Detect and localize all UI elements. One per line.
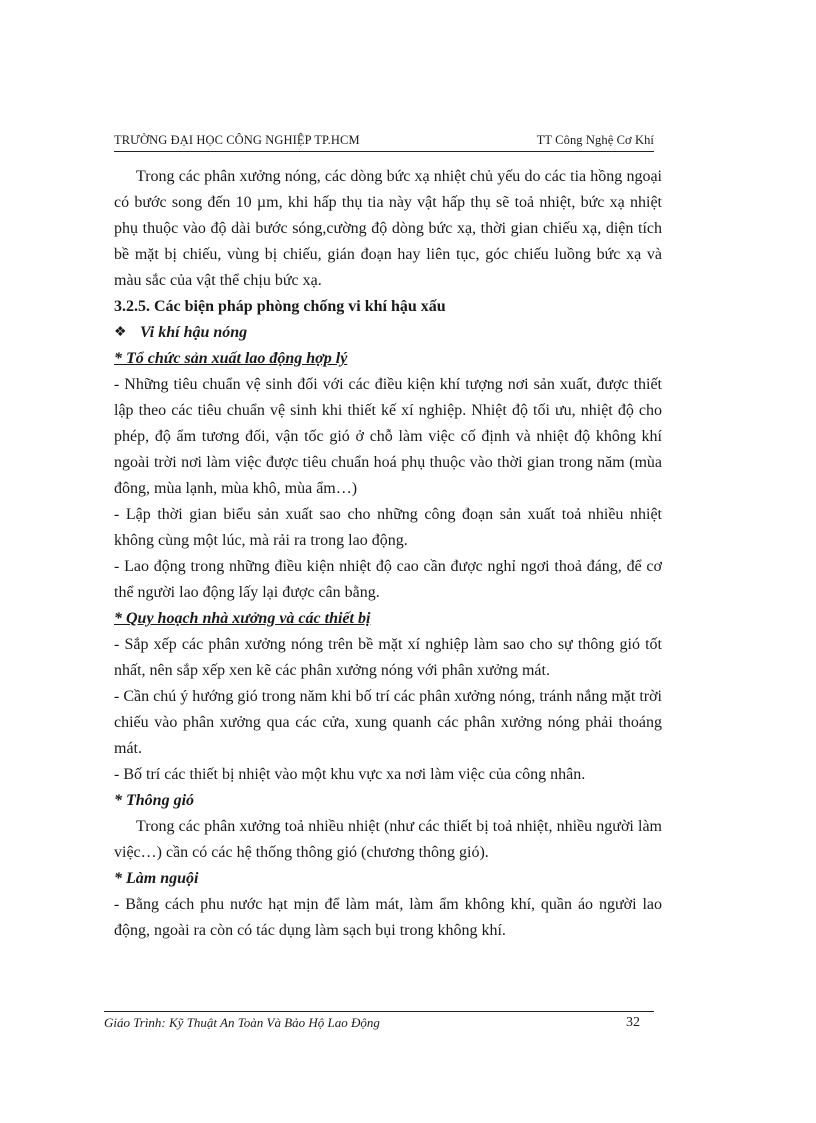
paragraph-wind: - Cần chú ý hướng gió trong năm khi bố trí các phân xưởng nóng, tránh nắng mặt trời chiếu vào phân xưởng qua các cửa, xung quanh các phân xưởng nóng phải thoáng mát. — [114, 688, 662, 757]
paragraph-equipment: - Bố trí các thiết bị nhiệt vào một khu vực xa nơi làm việc của công nhân. — [114, 766, 586, 783]
subheading-cooling: * Làm nguội — [114, 870, 199, 887]
diamond-bullet-icon: ❖ — [114, 325, 127, 340]
section-heading: 3.2.5. Các biện pháp phòng chống vi khí hậu xấu — [114, 298, 446, 315]
intro-paragraph: Trong các phân xưởng nóng, các dòng bức xạ nhiệt chủ yếu do các tia hồng ngoại có bước song đến 10 µm, khi hấp thụ tia này vật hấp thụ sẽ toả nhiệt, bức xạ nhiệt phụ thuộc vào độ dài bước sóng,cường độ dòng bức xạ, thời gian chiếu xạ, diện tích bề mặt bị chiếu, vùng bị chiếu, gián đoạn hay liên tục, góc chiếu luồng bức xạ và màu sắc của vật thể chịu bức xạ. — [114, 168, 662, 289]
page-body — [114, 164, 662, 944]
paragraph-ventilation: Trong các phân xưởng toả nhiều nhiệt (như các thiết bị toả nhiệt, nhiều người làm việc…) cần có các hệ thống thông gió (chương thông gió). — [114, 818, 662, 861]
header-institution: TRƯỜNG ĐẠI HỌC CÔNG NGHIỆP TP.HCM — [114, 133, 360, 147]
paragraph-schedule: - Lập thời gian biểu sản xuất sao cho những công đoạn sản xuất toả nhiều nhiệt không cùng một lúc, mà rải ra trong lao động. — [114, 506, 662, 549]
page-number: 32 — [626, 1015, 640, 1030]
paragraph-cooling: - Bằng cách phu nước hạt mịn để làm mát, làm ẩm không khí, quần áo người lao động, ngoài ra còn có tác dụng làm sạch bụi trong không khí. — [114, 896, 662, 939]
footer-book-title: Giáo Trình: Kỹ Thuật An Toàn Và Bảo Hộ Lao Động — [104, 1015, 380, 1030]
page-header — [114, 133, 654, 152]
header-department: TT Công Nghệ Cơ Khí — [536, 133, 654, 147]
bullet-heading-text: Vi khí hậu nóng — [140, 324, 248, 341]
paragraph-layout: - Sắp xếp các phân xưởng nóng trên bề mặt xí nghiệp làm sao cho sự thông gió tốt nhất, nên sắp xếp xen kẽ các phân xưởng nóng với phân xưởng mát. — [114, 636, 662, 679]
subheading-ventilation: * Thông gió — [114, 792, 195, 809]
bullet-heading — [114, 320, 662, 346]
page-footer — [104, 1011, 654, 1031]
subheading-planning: * Quy hoạch nhà xưởng và các thiết bị — [114, 610, 371, 627]
subheading-organization: * Tổ chức sản xuất lao động hợp lý — [114, 350, 348, 367]
paragraph-rest: - Lao động trong những điều kiện nhiệt độ cao cần được nghỉ ngơi thoả đáng, để cơ thể người lao động lấy lại được cân bằng. — [114, 558, 662, 601]
paragraph-standards: - Những tiêu chuẩn vệ sinh đối với các điều kiện khí tượng nơi sản xuất, được thiết lập theo các tiêu chuẩn vệ sinh khi thiết kế xí nghiệp. Nhiệt độ tối ưu, nhiệt độ cho phép, độ ẩm tương đối, vận tốc gió ở chỗ làm việc cố định và nhiệt độ không khí ngoài trời nơi làm việc được tiêu chuẩn hoá phụ thuộc vào thời gian trong năm (mùa đông, mùa lạnh, mùa khô, mùa ẩm…) — [114, 376, 662, 497]
